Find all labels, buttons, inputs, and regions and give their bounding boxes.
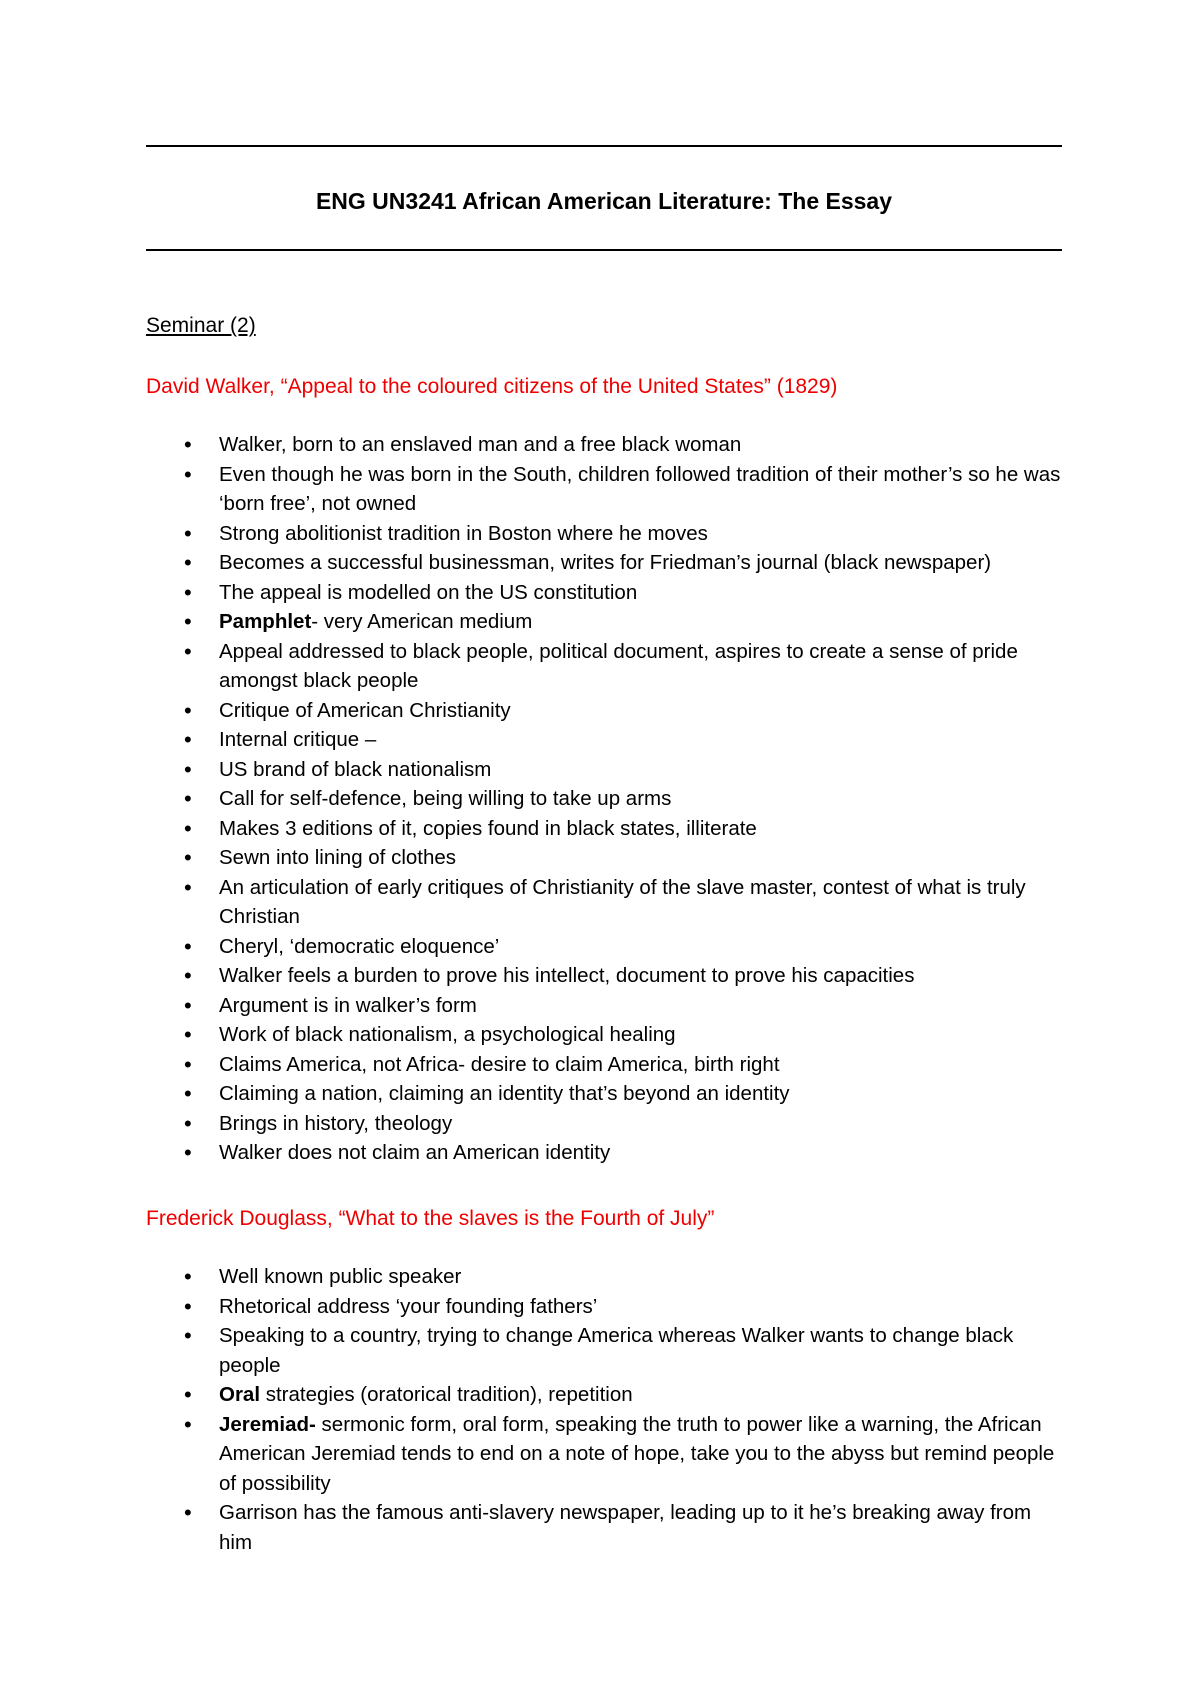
list-item (146, 1109, 1062, 1139)
list-item (146, 519, 1062, 549)
list-item-text: Internal critique – (219, 728, 377, 751)
list-item (146, 696, 1062, 726)
list-item-text: Sewn into lining of clothes (219, 846, 457, 869)
list-item-text: Walker does not claim an American identity (219, 1141, 611, 1164)
bold-term: Pamphlet (219, 610, 312, 633)
list-item-text: Even though he was born in the South, children followed tradition of their mother’s so he was ‘born free’, not owned (219, 462, 1061, 515)
list-item (146, 637, 1062, 696)
list-item-text: Brings in history, theology (219, 1111, 453, 1135)
list-item-text: Call for self-defence, being willing to take up arms (219, 787, 672, 810)
list-item-text: strategies (oratorical tradition), repetition (260, 1383, 633, 1406)
list-item (146, 784, 1062, 814)
list-item (146, 1380, 1062, 1410)
list-item (146, 430, 1062, 460)
list-item (146, 1138, 1062, 1168)
bold-term: Jeremiad- (219, 1412, 316, 1436)
list-item (146, 755, 1062, 785)
list-item (146, 1020, 1062, 1050)
list-item-text: Appeal addressed to black people, political document, aspires to create a sense of pride amongst black people (219, 639, 1018, 692)
list-item-text: Argument is in walker’s form (219, 993, 477, 1017)
section-heading-walker: David Walker, “Appeal to the coloured citizens of the United States” (1829) (146, 375, 838, 398)
list-item (146, 1050, 1062, 1080)
list-item-text: Claiming a nation, claiming an identity that’s beyond an identity (219, 1082, 790, 1105)
list-item (146, 460, 1062, 519)
list-item-text: - very American medium (311, 610, 533, 633)
list-item-text: Walker feels a burden to prove his intellect, document to prove his capacities (219, 964, 915, 987)
list-item (146, 1321, 1062, 1380)
list-item-text: Strong abolitionist tradition in Boston where he moves (219, 521, 708, 545)
list-item-text: Walker, born to an enslaved man and a free black woman (219, 433, 742, 456)
list-item (146, 873, 1062, 932)
list-item (146, 814, 1062, 844)
list-item-text: Garrison has the famous anti-slavery newspaper, leading up to it he’s breaking away from him (219, 1501, 1032, 1554)
top-rule (146, 145, 1062, 147)
list-item-text: sermonic form, oral form, speaking the truth to power like a warning, the African American Jeremiad tends to end on a note of hope, take you to the abyss but remind people of possibility (219, 1412, 1055, 1495)
bottom-rule (146, 249, 1062, 251)
list-item-text: Cheryl, ‘democratic eloquence’ (219, 934, 500, 958)
section-heading-douglass: Frederick Douglass, “What to the slaves is the Fourth of July” (146, 1207, 715, 1230)
list-item (146, 1410, 1062, 1499)
list-item (146, 1262, 1062, 1292)
bold-term: Oral (219, 1383, 261, 1406)
list-item-text: Makes 3 editions of it, copies found in black states, illiterate (219, 816, 757, 840)
list-item (146, 607, 1062, 637)
list-item (146, 843, 1062, 873)
list-item-text: Claims America, not Africa- desire to claim America, birth right (219, 1052, 780, 1076)
list-item (146, 578, 1062, 608)
list-item (146, 1079, 1062, 1109)
page-title: ENG UN3241 African American Literature: The Essay (315, 188, 893, 214)
list-item-text: US brand of black nationalism (219, 757, 492, 781)
list-item (146, 1498, 1062, 1557)
list-item-text: Work of black nationalism, a psychological healing (219, 1023, 676, 1046)
list-item-text: The appeal is modelled on the US constitution (219, 580, 638, 604)
seminar-label: Seminar (2) (146, 314, 256, 337)
bullet-list-douglass (146, 1262, 1062, 1557)
list-item (146, 991, 1062, 1021)
list-item-text: Becomes a successful businessman, writes for Friedman’s journal (black newspaper) (219, 551, 992, 574)
list-item-text: Speaking to a country, trying to change America whereas Walker wants to change black people (219, 1324, 1014, 1377)
list-item (146, 932, 1062, 962)
bullet-list-walker (146, 430, 1062, 1168)
list-item-text: Critique of American Christianity (219, 698, 511, 722)
list-item (146, 725, 1062, 755)
list-item-text: An articulation of early critiques of Christianity of the slave master, contest of what is truly Christian (219, 875, 1026, 928)
list-item (146, 1292, 1062, 1322)
list-item-text: Well known public speaker (219, 1265, 462, 1288)
list-item (146, 548, 1062, 578)
list-item-text: Rhetorical address ‘your founding fathers’ (219, 1294, 598, 1318)
list-item (146, 961, 1062, 991)
